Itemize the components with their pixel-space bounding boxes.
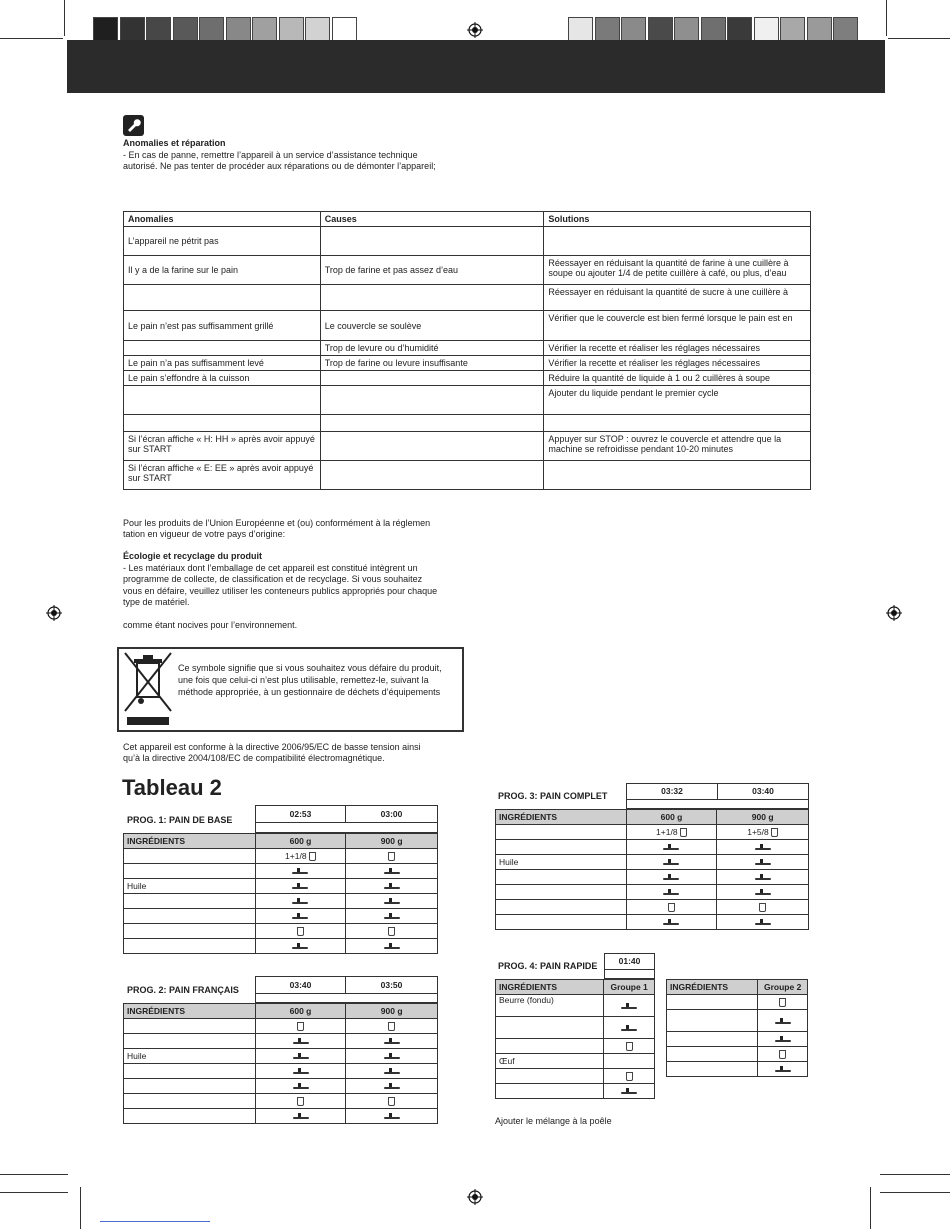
crossed-bin-icon [123, 651, 173, 727]
table-row [667, 1062, 808, 1077]
cup-icon [680, 828, 687, 837]
registration-mark-icon [467, 1189, 483, 1205]
prog1-time-600: 02:53 [255, 805, 346, 823]
paragraph-line: autorisé. Ne pas tenter de procéder aux réparations ou de démonter l’appareil; [123, 161, 436, 171]
table-row [496, 840, 809, 855]
paragraph-line: comme étant nocives pour l’environnement. [123, 620, 298, 630]
table-row [496, 870, 809, 885]
table-row [124, 432, 811, 461]
prog1-time-900: 03:00 [345, 805, 438, 823]
prog3-time-spacer [626, 799, 809, 809]
spoon-icon [621, 1003, 637, 1010]
paragraph-line: - Les matériaux dont l’emballage de cet appareil est constitué intègrent un [123, 563, 418, 573]
prog4-group2-table [666, 979, 808, 1077]
table-row [496, 1084, 655, 1099]
weee-text-line: Ce symbole signifie que si vous souhaitez vous défaire du produit, [178, 663, 442, 673]
column-header: 600 g [626, 810, 717, 825]
prog1-time-spacer [255, 822, 438, 833]
spoon-icon [384, 1113, 400, 1120]
ingredient-name: Huile [124, 879, 256, 894]
table-row [124, 1094, 438, 1109]
cup-icon [779, 998, 786, 1007]
table-row [124, 356, 811, 371]
table-row [124, 849, 438, 864]
ingredients-header: INGRÉDIENTS [124, 834, 256, 849]
spoon-icon [755, 844, 771, 851]
spoon-icon [384, 1083, 400, 1090]
table-cell [124, 415, 321, 432]
prog2-table [123, 1003, 438, 1124]
table-row [496, 1069, 655, 1084]
paragraph-line: Cet appareil est conforme à la directive 2006/95/EC de basse tension ainsi [123, 742, 421, 752]
table-row [496, 1054, 655, 1069]
table-cell: Réduire la quantité de liquide à 1 ou 2 cuillères à soupe [544, 371, 811, 386]
ingredient-name: Huile [124, 1049, 256, 1064]
paragraph-line: - En cas de panne, remettre l’appareil à un service d’assistance technique [123, 150, 418, 160]
cup-icon [388, 927, 395, 936]
spoon-icon [663, 919, 679, 926]
crop-mark [0, 1174, 68, 1175]
table-row [124, 924, 438, 939]
crop-mark [80, 1187, 81, 1229]
table-row [496, 825, 809, 840]
column-header: 600 g [255, 834, 346, 849]
table-cell: Il y a de la farine sur le pain [124, 256, 321, 285]
prog3-table [495, 809, 809, 930]
ingredient-name: Huile [496, 855, 627, 870]
table-row [496, 900, 809, 915]
prog4-time-spacer [604, 969, 655, 979]
spoon-icon [621, 1088, 637, 1095]
table-cell [320, 227, 544, 256]
table-cell: Si l’écran affiche « H: HH » après avoir appuyé sur START [124, 432, 321, 461]
spoon-icon [293, 1113, 309, 1120]
table-row [124, 939, 438, 954]
table-row [124, 894, 438, 909]
prog3-time-600: 03:32 [626, 783, 718, 800]
ingredients-header: INGRÉDIENTS [496, 810, 627, 825]
spoon-icon [663, 859, 679, 866]
spoon-icon [384, 913, 400, 920]
paragraph-line: type de matériel. [123, 597, 190, 607]
table-header-row [667, 980, 808, 995]
prog2-title: PROG. 2: PAIN FRANÇAIS [127, 985, 239, 995]
registration-mark-icon [467, 22, 483, 38]
crop-mark [870, 1187, 871, 1229]
spoon-icon [384, 1068, 400, 1075]
column-header: Anomalies [124, 212, 321, 227]
spoon-icon [775, 1036, 791, 1043]
header-band [67, 40, 885, 93]
wrench-icon [123, 115, 144, 136]
cup-icon [309, 852, 316, 861]
table-row [124, 1019, 438, 1034]
cup-icon [388, 1022, 395, 1031]
table-row [667, 1032, 808, 1047]
quantity-label: 1+1/8 [656, 826, 678, 837]
cup-icon [626, 1042, 633, 1051]
table-cell [320, 285, 544, 311]
cup-icon [297, 1022, 304, 1031]
table-row [496, 855, 809, 870]
table-row [496, 915, 809, 930]
spoon-icon [384, 943, 400, 950]
table-cell: Trop de levure ou d’humidité [320, 341, 544, 356]
table-row [124, 879, 438, 894]
table-row [124, 1049, 438, 1064]
table-cell [320, 461, 544, 490]
table-cell: Vérifier que le couvercle est bien fermé lorsque le pain est en [544, 311, 811, 341]
table-cell [320, 432, 544, 461]
quantity-label: 1+1/8 [285, 850, 307, 861]
spoon-icon [292, 883, 308, 890]
table-header-row [124, 1004, 438, 1019]
table-header-row [496, 810, 809, 825]
spoon-icon [663, 889, 679, 896]
table-row [124, 1079, 438, 1094]
prog4-footer-note: Ajouter le mélange à la poêle [495, 1116, 612, 1126]
crop-mark [886, 0, 887, 36]
paragraph-line: programme de collecte, de classification et de recyclage. Si vous souhaitez [123, 574, 423, 584]
table-cell: Vérifier la recette et réaliser les réglages nécessaires [544, 341, 811, 356]
table-cell: Le pain n’a pas suffisamment levé [124, 356, 321, 371]
spoon-icon [384, 883, 400, 890]
table-row [496, 995, 655, 1017]
table-cell [124, 341, 321, 356]
cup-icon [388, 1097, 395, 1106]
table-row [124, 311, 811, 341]
spoon-icon [293, 1068, 309, 1075]
spoon-icon [293, 1053, 309, 1060]
prog3-time-900: 03:40 [717, 783, 809, 800]
spoon-icon [384, 868, 400, 875]
table-cell: Appuyer sur STOP : ouvrez le couvercle et attendre que la machine se refroidisse pendant 10-20 minutes [544, 432, 811, 461]
cup-icon [297, 927, 304, 936]
cup-icon [297, 1097, 304, 1106]
spoon-icon [755, 859, 771, 866]
paragraph-line: vous en défaire, veuillez utiliser les conteneurs publics appropriés pour chaque [123, 586, 438, 596]
table-row [124, 285, 811, 311]
prog2-time-spacer [255, 993, 438, 1003]
crop-mark [888, 38, 950, 39]
spoon-icon [384, 1038, 400, 1045]
ingredients-header: INGRÉDIENTS [124, 1004, 256, 1019]
cup-icon [779, 1050, 786, 1059]
registration-mark-icon [886, 605, 902, 621]
prog3-title: PROG. 3: PAIN COMPLET [498, 791, 608, 801]
spoon-icon [755, 919, 771, 926]
table-cell [320, 415, 544, 432]
column-header: 900 g [717, 810, 809, 825]
table-cell: Ajouter du liquide pendant le premier cycle [544, 386, 811, 415]
prog4-group1-table [495, 979, 655, 1099]
table-row [124, 909, 438, 924]
spoon-icon [775, 1018, 791, 1025]
section-title-ecology: Écologie et recyclage du produit [123, 551, 263, 561]
cup-icon [668, 903, 675, 912]
cup-icon [759, 903, 766, 912]
prog2-time-900: 03:50 [345, 976, 438, 994]
column-header: 900 g [346, 1004, 438, 1019]
table-row [496, 1017, 655, 1039]
spoon-icon [775, 1066, 791, 1073]
table-row [124, 1034, 438, 1049]
table-row [124, 227, 811, 256]
spoon-icon [292, 898, 308, 905]
ingredient-name: Beurre (fondu) [496, 995, 604, 1017]
table-row [124, 256, 811, 285]
spoon-icon [621, 1025, 637, 1032]
spoon-icon [293, 1083, 309, 1090]
table-cell: L’appareil ne pétrit pas [124, 227, 321, 256]
table-row [124, 1109, 438, 1124]
spoon-icon [293, 1038, 309, 1045]
paragraph-line: qu’à la directive 2004/108/EC de compatibilité électromagnétique. [123, 753, 385, 763]
spoon-icon [384, 898, 400, 905]
table-row [667, 1010, 808, 1032]
column-header: 600 g [255, 1004, 346, 1019]
table-cell [124, 285, 321, 311]
column-header: Causes [320, 212, 544, 227]
table-cell [320, 371, 544, 386]
quantity-label: 1+5/8 [747, 826, 769, 837]
table-cell [544, 415, 811, 432]
table-cell [544, 461, 811, 490]
spoon-icon [663, 874, 679, 881]
table-cell [320, 386, 544, 415]
table-cell: Trop de farine et pas assez d’eau [320, 256, 544, 285]
table-cell: Si l’écran affiche « E: EE » après avoir appuyé sur START [124, 461, 321, 490]
crop-mark [64, 0, 65, 36]
table-row [496, 885, 809, 900]
column-header: 900 g [346, 834, 438, 849]
table-cell: Réessayer en réduisant la quantité de farine à une cuillère à soupe ou ajouter 1/4 de petite cuillère à café, ou plus, d’eau [544, 256, 811, 285]
spoon-icon [292, 868, 308, 875]
prog4-title: PROG. 4: PAIN RAPIDE [498, 961, 598, 971]
table-row [124, 341, 811, 356]
crop-mark [880, 1174, 950, 1175]
blue-rule [100, 1221, 210, 1222]
column-header: Solutions [544, 212, 811, 227]
table-cell: Réessayer en réduisant la quantité de sucre à une cuillère à [544, 285, 811, 311]
table-header-row [124, 834, 438, 849]
table-cell: Vérifier la recette et réaliser les réglages nécessaires [544, 356, 811, 371]
table-row [124, 1064, 438, 1079]
troubleshooting-table [123, 211, 811, 490]
table-row [124, 386, 811, 415]
section-title-anomalies: Anomalies et réparation [123, 138, 226, 148]
table-cell: Trop de farine ou levure insuffisante [320, 356, 544, 371]
table-row [124, 864, 438, 879]
table-cell [544, 227, 811, 256]
table-row [496, 1039, 655, 1054]
prog2-time-600: 03:40 [255, 976, 346, 994]
ingredients-header: INGRÉDIENTS [667, 980, 758, 995]
weee-text-line: méthode appropriée, à un gestionnaire de déchets d’équipements [178, 687, 441, 697]
crop-mark [0, 1192, 68, 1193]
table-header-row [496, 980, 655, 995]
column-header: Groupe 1 [604, 980, 655, 995]
crop-mark [0, 38, 63, 39]
tableau-title: Tableau 2 [122, 775, 222, 800]
cup-icon [388, 852, 395, 861]
table-row [667, 995, 808, 1010]
table-cell: Le pain s’effondre à la cuisson [124, 371, 321, 386]
table-header-row [124, 212, 811, 227]
spoon-icon [755, 889, 771, 896]
table-row [124, 415, 811, 432]
table-cell: Le pain n’est pas suffisamment grillé [124, 311, 321, 341]
column-header: Groupe 2 [758, 980, 808, 995]
table-row [124, 371, 811, 386]
registration-mark-icon [46, 605, 62, 621]
prog4-time: 01:40 [604, 953, 655, 970]
ingredients-header: INGRÉDIENTS [496, 980, 604, 995]
table-row [124, 461, 811, 490]
spoon-icon [292, 943, 308, 950]
cup-icon [771, 828, 778, 837]
ingredient-name: Œuf [496, 1054, 604, 1069]
spoon-icon [384, 1053, 400, 1060]
spoon-icon [292, 913, 308, 920]
crop-mark [880, 1192, 950, 1193]
paragraph-line: tation en vigueur de votre pays d’origine: [123, 529, 286, 539]
prog1-table [123, 833, 438, 954]
spoon-icon [663, 844, 679, 851]
spoon-icon [755, 874, 771, 881]
paragraph-line: Pour les produits de l’Union Européenne et (ou) conformément à la réglemen [123, 518, 431, 528]
weee-text-line: une fois que celui-ci n’est plus utilisable, remettez-le, suivant la [178, 675, 429, 685]
table-cell [124, 386, 321, 415]
table-cell: Le couvercle se soulève [320, 311, 544, 341]
table-row [667, 1047, 808, 1062]
cup-icon [626, 1072, 633, 1081]
prog1-title: PROG. 1: PAIN DE BASE [127, 815, 233, 825]
